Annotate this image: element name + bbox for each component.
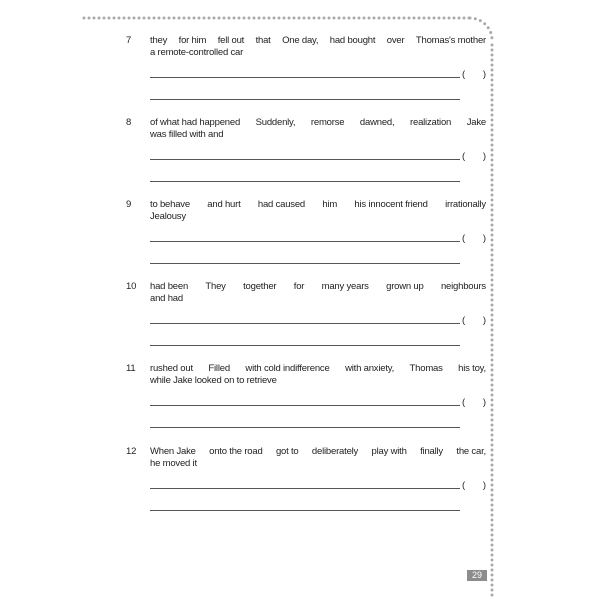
word: They <box>205 281 226 292</box>
question-10 <box>0 281 600 361</box>
answer-line[interactable] <box>150 345 460 346</box>
border-dot <box>263 17 266 20</box>
word: irrationally <box>445 199 486 210</box>
border-dot <box>491 559 494 562</box>
border-dot <box>489 31 492 34</box>
answer-line[interactable] <box>150 263 460 264</box>
border-dot <box>298 17 301 20</box>
word: When Jake <box>150 446 196 457</box>
border-dot <box>343 17 346 20</box>
border-dot <box>208 17 211 20</box>
border-dot <box>433 17 436 20</box>
border-dot <box>258 17 261 20</box>
border-dot <box>491 554 494 557</box>
word: Suddenly, <box>255 117 296 128</box>
border-dot <box>443 17 446 20</box>
word: realization <box>410 117 452 128</box>
question-words-line2: Jealousy <box>150 211 186 222</box>
word: had been <box>150 281 189 292</box>
answer-line[interactable] <box>150 427 460 428</box>
border-dot <box>323 17 326 20</box>
border-dot <box>491 579 494 582</box>
answer-line[interactable] <box>150 323 460 324</box>
border-dot <box>278 17 281 20</box>
answer-bracket[interactable] <box>462 480 486 491</box>
border-dot <box>453 17 456 20</box>
word: fell out <box>217 35 245 46</box>
border-dot <box>373 17 376 20</box>
border-dot <box>474 17 477 20</box>
word: got to <box>275 446 299 457</box>
answer-bracket[interactable] <box>462 69 486 80</box>
bracket-open: ( <box>462 480 466 491</box>
word: together <box>243 281 277 292</box>
border-dot <box>363 17 366 20</box>
border-dot <box>308 17 311 20</box>
border-dot <box>253 17 256 20</box>
word: neighbours <box>440 281 486 292</box>
word: onto the road <box>209 446 263 457</box>
answer-bracket[interactable] <box>462 397 486 408</box>
border-dot <box>388 17 391 20</box>
border-dot <box>458 17 461 20</box>
bracket-close: ) <box>482 233 486 244</box>
border-dot <box>143 17 146 20</box>
border-dot <box>238 17 241 20</box>
answer-line[interactable] <box>150 488 460 489</box>
word: that <box>255 35 271 46</box>
bracket-open: ( <box>462 151 466 162</box>
border-dot <box>283 17 286 20</box>
answer-line[interactable] <box>150 159 460 160</box>
border-dot <box>491 594 494 597</box>
border-dot <box>223 17 226 20</box>
border-dot <box>491 529 494 532</box>
question-number: 7 <box>126 35 132 46</box>
border-dot <box>353 17 356 20</box>
word: dawned, <box>359 117 395 128</box>
word: to behave <box>150 199 190 210</box>
bracket-close: ) <box>482 480 486 491</box>
word: had bought <box>329 35 376 46</box>
border-dot <box>303 17 306 20</box>
answer-line[interactable] <box>150 405 460 406</box>
word: grown up <box>386 281 424 292</box>
bracket-close: ) <box>482 315 486 326</box>
question-words-line2: while Jake looked on to retrieve <box>150 375 277 386</box>
answer-bracket[interactable] <box>462 315 486 326</box>
border-dot <box>113 17 116 20</box>
word: finally <box>420 446 443 457</box>
border-dot <box>108 17 111 20</box>
border-dot <box>318 17 321 20</box>
border-dot <box>428 17 431 20</box>
question-words <box>150 446 486 457</box>
word: his innocent friend <box>354 199 428 210</box>
answer-line[interactable] <box>150 99 460 100</box>
question-words-line2: and had <box>150 293 183 304</box>
word: and hurt <box>207 199 241 210</box>
word: remorse <box>310 117 345 128</box>
border-dot <box>313 17 316 20</box>
border-dot <box>491 534 494 537</box>
border-dot <box>358 17 361 20</box>
border-dot <box>83 17 86 20</box>
border-dot <box>491 589 494 592</box>
border-dot <box>213 17 216 20</box>
border-dot <box>218 17 221 20</box>
border-dot <box>123 17 126 20</box>
border-dot <box>188 17 191 20</box>
border-dot <box>288 17 291 20</box>
border-dot <box>118 17 121 20</box>
word: they <box>150 35 168 46</box>
border-dot <box>168 17 171 20</box>
border-dot <box>133 17 136 20</box>
border-dot <box>491 574 494 577</box>
question-words <box>150 199 486 210</box>
border-dot <box>128 17 131 20</box>
border-dot <box>418 17 421 20</box>
border-dot <box>491 544 494 547</box>
border-dot <box>103 17 106 20</box>
word: One day, <box>282 35 319 46</box>
bracket-open: ( <box>462 69 466 80</box>
border-dot <box>483 22 486 25</box>
border-dot <box>268 17 271 20</box>
word: with cold indifference <box>245 363 330 374</box>
bracket-close: ) <box>482 69 486 80</box>
word: him <box>322 199 338 210</box>
answer-bracket[interactable] <box>462 233 486 244</box>
border-dot <box>158 17 161 20</box>
border-dot <box>448 17 451 20</box>
border-dot <box>487 26 490 29</box>
word: for him <box>178 35 207 46</box>
bracket-open: ( <box>462 315 466 326</box>
answer-bracket[interactable] <box>462 151 486 162</box>
question-words <box>150 35 486 46</box>
border-dot <box>273 17 276 20</box>
border-dot <box>203 17 206 20</box>
border-dot <box>233 17 236 20</box>
answer-line[interactable] <box>150 181 460 182</box>
border-dot <box>93 17 96 20</box>
border-dot <box>491 584 494 587</box>
border-dot <box>328 17 331 20</box>
border-dot <box>138 17 141 20</box>
border-dot <box>491 539 494 542</box>
question-number: 9 <box>126 199 132 210</box>
question-words-line2: he moved it <box>150 458 197 469</box>
border-dot <box>153 17 156 20</box>
border-dot <box>438 17 441 20</box>
border-dot <box>408 17 411 20</box>
border-dot <box>228 17 231 20</box>
question-words <box>150 281 486 292</box>
word: Jake <box>466 117 486 128</box>
word: Thomas <box>409 363 443 374</box>
question-12 <box>0 446 600 526</box>
border-dot <box>148 17 151 20</box>
border-dot <box>413 17 416 20</box>
word: the car, <box>456 446 486 457</box>
border-dot <box>491 564 494 567</box>
bracket-open: ( <box>462 397 466 408</box>
border-dot <box>173 17 176 20</box>
word: rushed out <box>150 363 193 374</box>
question-number: 11 <box>126 363 136 374</box>
answer-line[interactable] <box>150 241 460 242</box>
question-words <box>150 117 486 128</box>
border-dot <box>398 17 401 20</box>
question-9 <box>0 199 600 279</box>
bracket-close: ) <box>482 151 486 162</box>
border-dot <box>383 17 386 20</box>
border-dot <box>338 17 341 20</box>
border-dot <box>183 17 186 20</box>
answer-line[interactable] <box>150 77 460 78</box>
word: with anxiety, <box>345 363 395 374</box>
border-dot <box>368 17 371 20</box>
border-dot <box>243 17 246 20</box>
question-7 <box>0 35 600 115</box>
bracket-open: ( <box>462 233 466 244</box>
border-dot <box>348 17 351 20</box>
word: over <box>386 35 405 46</box>
word: his toy, <box>458 363 486 374</box>
question-words-line2: was filled with and <box>150 129 224 140</box>
question-8 <box>0 117 600 197</box>
border-dot <box>293 17 296 20</box>
question-number: 12 <box>126 446 137 457</box>
border-dot <box>178 17 181 20</box>
question-words <box>150 363 486 374</box>
border-dot <box>393 17 396 20</box>
word: of what had happened <box>150 117 241 128</box>
word: Thomas's mother <box>415 35 486 46</box>
border-dot <box>491 549 494 552</box>
border-dot <box>163 17 166 20</box>
word: play with <box>371 446 407 457</box>
word: had caused <box>257 199 306 210</box>
border-dot <box>463 17 466 20</box>
word: deliberately <box>311 446 359 457</box>
border-dot <box>469 17 472 20</box>
question-number: 10 <box>126 281 137 292</box>
word: many years <box>321 281 369 292</box>
border-dot <box>98 17 101 20</box>
page-number-badge: 29 <box>467 570 487 581</box>
border-dot <box>333 17 336 20</box>
border-dot <box>193 17 196 20</box>
question-words-line2: a remote-controlled car <box>150 47 244 58</box>
bracket-close: ) <box>482 397 486 408</box>
word: for <box>293 281 305 292</box>
border-dot <box>479 19 482 22</box>
question-number: 8 <box>126 117 132 128</box>
border-dot <box>403 17 406 20</box>
border-dot <box>198 17 201 20</box>
question-11 <box>0 363 600 443</box>
border-dot <box>378 17 381 20</box>
border-dot <box>248 17 251 20</box>
border-dot <box>423 17 426 20</box>
answer-line[interactable] <box>150 510 460 511</box>
border-dot <box>491 569 494 572</box>
border-dot <box>88 17 91 20</box>
word: Filled <box>208 363 230 374</box>
